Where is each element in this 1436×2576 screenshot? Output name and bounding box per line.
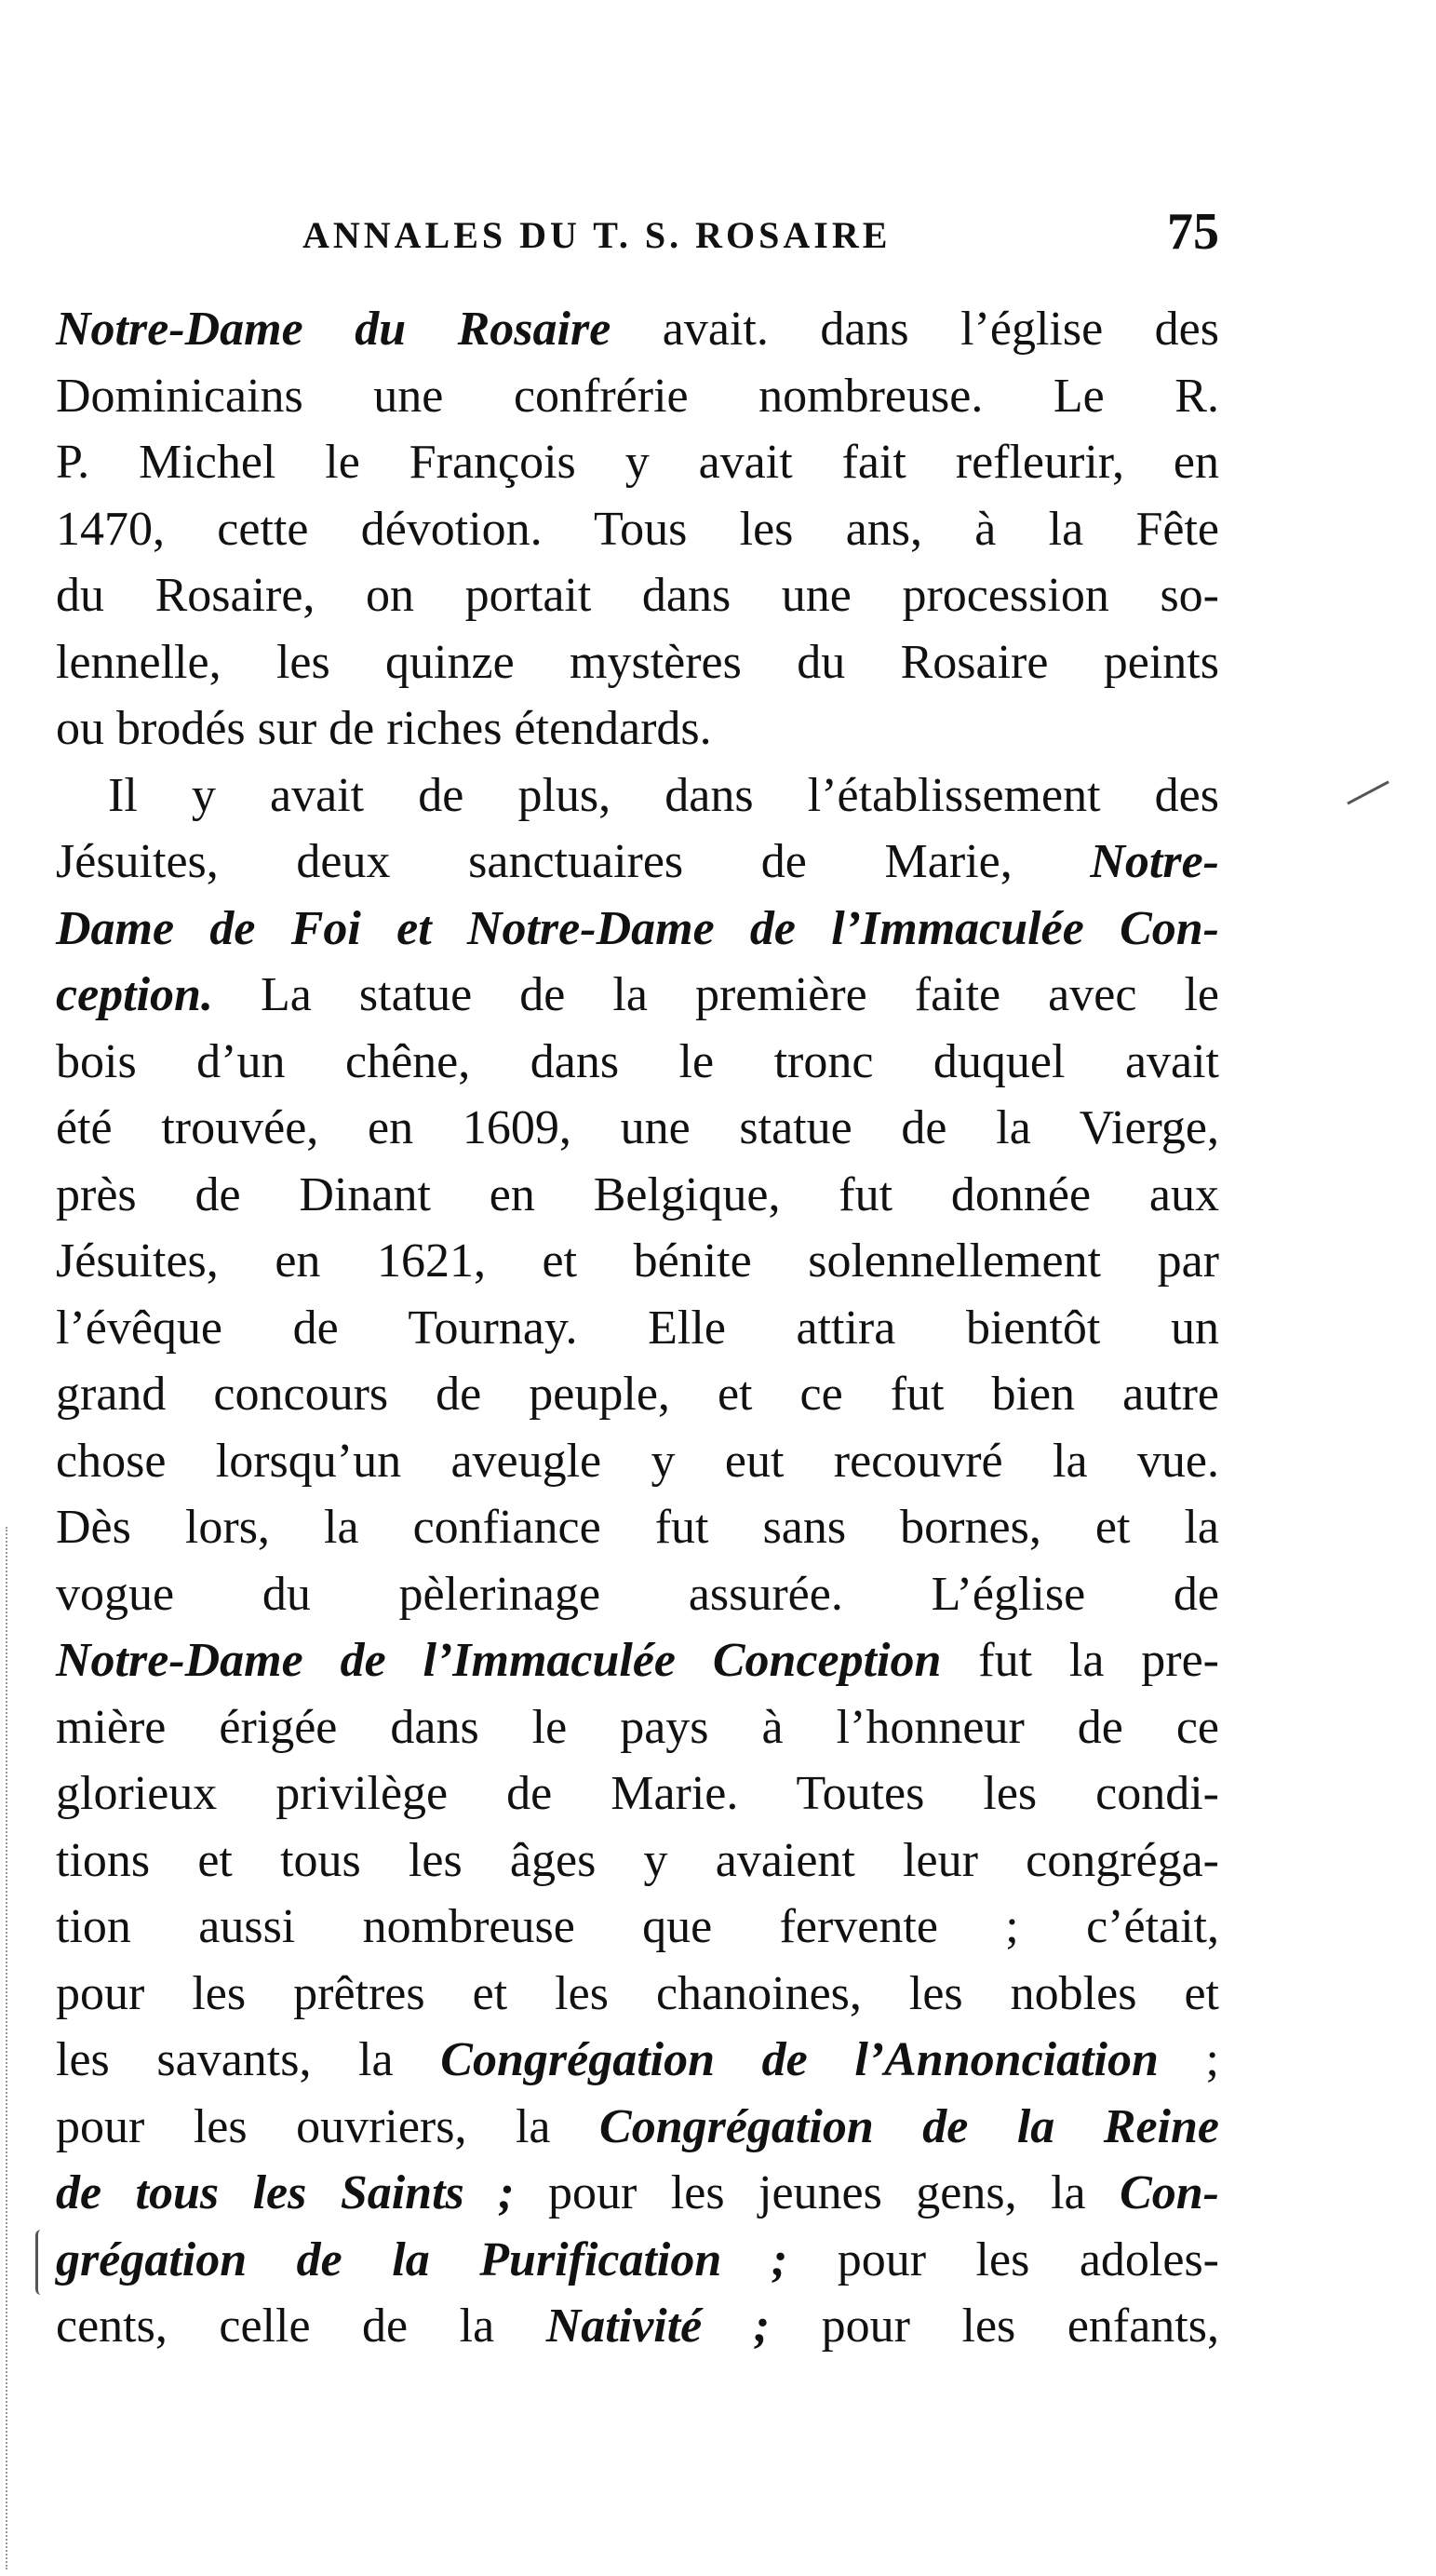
text-line xyxy=(56,2027,1219,2094)
text-line xyxy=(56,962,1219,1029)
text-line: mière érigée dans le pays à l’honneur de ce xyxy=(56,1700,1219,1754)
text-line: Dès lors, la confiance fut sans bornes, et la xyxy=(56,1501,1219,1554)
text-line xyxy=(56,2160,1219,2227)
text-line xyxy=(56,762,1219,829)
running-title: ANNALES DU T. S. ROSAIRE xyxy=(302,214,892,256)
text-run: Jésuites, deux sanctuaires de Marie, xyxy=(56,835,1091,888)
text-line: tions et tous les âges y avaient leur congréga- xyxy=(56,1833,1219,1887)
text-run: La statue de la première faite avec le xyxy=(212,968,1219,1021)
italic-phrase: de tous les Saints ; xyxy=(56,2166,515,2219)
text-run: cents, celle de la xyxy=(56,2300,546,2353)
text-run: pour les adoles- xyxy=(787,2232,1220,2286)
text-line: l’évêque de Tournay. Elle attira bientôt un xyxy=(56,1301,1219,1355)
italic-phrase: Congrégation de l’Annonciation xyxy=(440,2033,1159,2086)
text-line: ou brodés sur de riches étendards. xyxy=(56,702,712,755)
running-head xyxy=(56,203,1219,268)
text-line: P. Michel le François y avait fait refleurir, en xyxy=(56,436,1219,489)
italic-phrase: Con- xyxy=(1120,2166,1219,2219)
text-line: bois d’un chêne, dans le tronc duquel avait xyxy=(56,1034,1219,1088)
text-line xyxy=(56,829,1219,896)
text-line xyxy=(56,2094,1219,2161)
italic-phrase: grégation de la Purification ; xyxy=(56,2232,788,2286)
text-line: 1470, cette dévotion. Tous les ans, à la Fête xyxy=(56,502,1219,556)
pencil-stroke-mark xyxy=(1347,780,1389,804)
text-line xyxy=(56,2293,1219,2360)
italic-phrase: Notre-Dame de l’Immaculée Conception xyxy=(56,1634,942,1687)
italic-phrase: Notre-Dame du Rosaire xyxy=(56,303,611,356)
italic-phrase: Dame de Foi et Notre-Dame de l’Immaculée Con- xyxy=(56,901,1219,955)
text-run: avait. dans l’église des xyxy=(611,303,1219,356)
italic-phrase: Congrégation de la Reine xyxy=(599,2099,1219,2153)
text-line: près de Dinant en Belgique, fut donnée aux xyxy=(56,1167,1219,1221)
text-run: Il y avait de plus, dans l’établissement des xyxy=(108,768,1219,822)
text-line: été trouvée, en 1609, une statue de la Vierge, xyxy=(56,1101,1219,1154)
margin-dotted-mark xyxy=(6,1527,17,2569)
text-line: vogue du pèlerinage assurée. L’église de xyxy=(56,1567,1219,1621)
italic-phrase: ception. xyxy=(56,968,213,1021)
margin-bracket-mark xyxy=(35,2230,47,2295)
text-run: pour les enfants, xyxy=(770,2300,1219,2353)
italic-phrase: Notre- xyxy=(1090,835,1219,888)
text-line: du Rosaire, on portait dans une procession so- xyxy=(56,569,1219,622)
text-line xyxy=(56,296,1219,363)
text-line: pour les prêtres et les chanoines, les nobles et xyxy=(56,1966,1219,2020)
text-run: pour les jeunes gens, la xyxy=(514,2166,1121,2219)
text-line xyxy=(56,1627,1219,1694)
text-run: ; xyxy=(1158,2033,1220,2086)
text-run: pour les ouvriers, la xyxy=(56,2099,600,2153)
text-line: tion aussi nombreuse que fervente ; c’était, xyxy=(56,1900,1219,1953)
page-number: 75 xyxy=(1167,203,1219,261)
text-line: chose lorsqu’un aveugle y eut recouvré la vue. xyxy=(56,1434,1219,1488)
text-line: grand concours de peuple, et ce fut bien autre xyxy=(56,1368,1219,1421)
text-line xyxy=(56,2227,1219,2294)
text-line: Dominicains une confrérie nombreuse. Le R. xyxy=(56,369,1219,423)
italic-phrase: Nativité ; xyxy=(545,2300,771,2353)
text-line xyxy=(56,896,1219,963)
text-run: fut la pre- xyxy=(941,1634,1219,1687)
text-run: les savants, la xyxy=(56,2033,441,2086)
body-text xyxy=(56,296,1219,2360)
text-line: Jésuites, en 1621, et bénite solennellement par xyxy=(56,1234,1219,1288)
text-line: glorieux privilège de Marie. Toutes les condi- xyxy=(56,1767,1219,1820)
text-line: lennelle, les quinze mystères du Rosaire peints xyxy=(56,635,1219,689)
